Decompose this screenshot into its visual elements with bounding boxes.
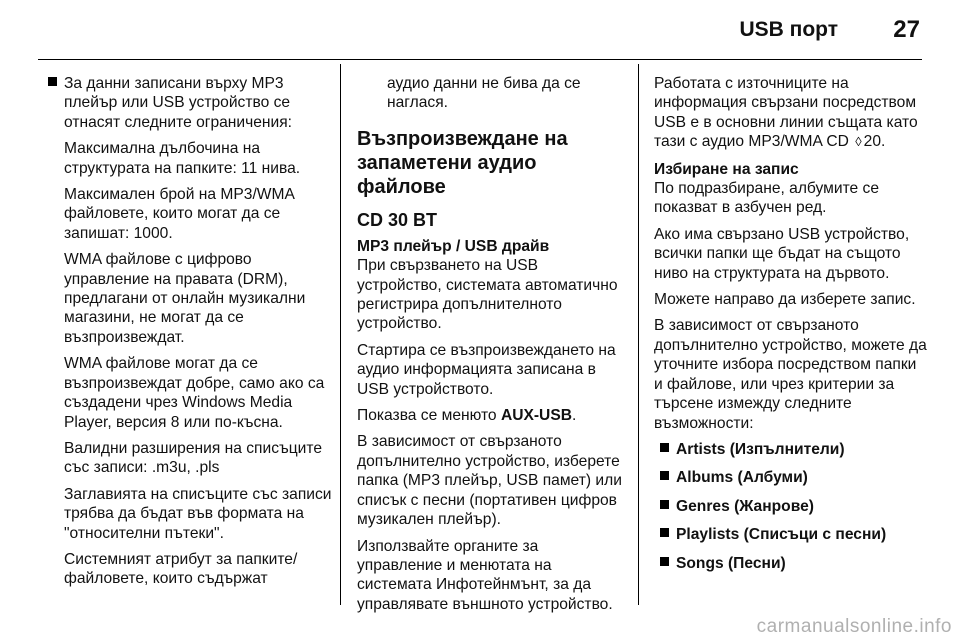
bullet-icon: [660, 557, 669, 566]
page-number: 27: [893, 16, 920, 43]
restriction-paragraph: Максимална дълбочина на структурата на папките: 11 нива.: [64, 140, 301, 177]
body-paragraph: По подразбиране, албумите се показват в азбучен ред.: [654, 180, 880, 217]
body-paragraph: Можете направо да изберете запис.: [654, 291, 916, 309]
column-1: [42, 74, 332, 596]
bullet-icon: [660, 443, 669, 452]
page-reference: 20.: [863, 133, 886, 151]
list-item: Songs (Песни): [654, 554, 929, 573]
column-3: [654, 74, 929, 582]
restrictions-bullet: За данни записани върху MP3 плейър или USB устройство се отнасят следните ограничения:: [42, 74, 332, 132]
subsection-heading: CD 30 BT: [357, 209, 438, 230]
section-heading: Възпроизвеждане на запаметени аудио файлове: [357, 127, 568, 198]
list-item: Genres (Жанрове): [654, 497, 929, 516]
bullet-icon: [660, 528, 669, 537]
column-divider-2: [638, 64, 639, 605]
continuation-text: аудио данни не бива да се наглася.: [387, 75, 581, 112]
search-criteria-list: [654, 440, 929, 573]
column-2: [357, 74, 627, 621]
list-item: Artists (Изпълнители): [654, 440, 929, 459]
body-paragraph: При свързването на USB устройство, системата автоматично регистрира допълнителното устройство.: [357, 257, 618, 333]
bullet-icon: [660, 471, 669, 480]
restriction-paragraph: WMA файлове с цифрово управление на правата (DRM), предлагани от онлайн музикални магазини, не могат да се възпроизвеждат.: [64, 251, 306, 346]
column-divider-1: [340, 64, 341, 605]
bullet-icon: [48, 77, 57, 86]
menu-name: AUX-USB: [500, 407, 572, 425]
body-paragraph: В зависимост от свързаното допълнително устройство, можете да уточните избора посредством папки и файлове, или чрез критерии за търсене измежду следните възможности:: [654, 317, 927, 432]
restriction-paragraph: WMA файлове могат да се възпроизвеждат добре, само ако са създадени чрез Windows Media Player, версия 8 или по-късна.: [64, 355, 325, 431]
restriction-paragraph: Валидни разширения на списъците със записи: .m3u, .pls: [64, 439, 323, 477]
restriction-paragraph: Максимален брой на MP3/WMA файловете, които могат да се запишат: 1000.: [64, 186, 295, 242]
body-paragraph: Ако има свързано USB устройство, всички папки ще бъдат на същото ниво на структурата на дървото.: [654, 225, 910, 282]
page-header: [40, 14, 920, 48]
body-paragraph: Работата с източниците на информация свързани посредством USB е в основни линии същата като тази с аудио MP3/WMA CD ◊ 20.: [654, 75, 918, 151]
section-heading: Избиране на запис: [654, 160, 799, 178]
restriction-paragraph: Системният атрибут за папките/файловете, които съдържат: [64, 550, 298, 588]
header-rule: [38, 59, 922, 60]
list-item: Albums (Албуми): [654, 468, 929, 487]
restriction-paragraph: Заглавията на списъците със записи трябва да бъдат във формата на "относителни пътеки".: [64, 485, 332, 542]
watermark: carmanualsonline.info: [756, 616, 952, 637]
list-item: Playlists (Списъци с песни): [654, 525, 929, 544]
bullet-icon: [660, 500, 669, 509]
body-paragraph: В зависимост от свързаното допълнително устройство, изберете папка (MP3 плейър, USB памет) или списък с песни (портативен цифров музикален плейър).: [357, 433, 622, 529]
body-paragraph: Използвайте органите за управление и менютата на системата Инфотейнмънт, за да управлявате външното устройство.: [357, 537, 613, 613]
device-heading: MP3 плейър / USB драйв: [357, 237, 550, 255]
menu-paragraph: Показва се менюто AUX-USB.: [357, 407, 577, 425]
body-paragraph: Стартира се възпроизвеждането на аудио информацията записана в USB устройството.: [357, 341, 616, 398]
page-title: USB порт: [739, 18, 838, 41]
page-reference-icon: ◊: [855, 134, 862, 150]
